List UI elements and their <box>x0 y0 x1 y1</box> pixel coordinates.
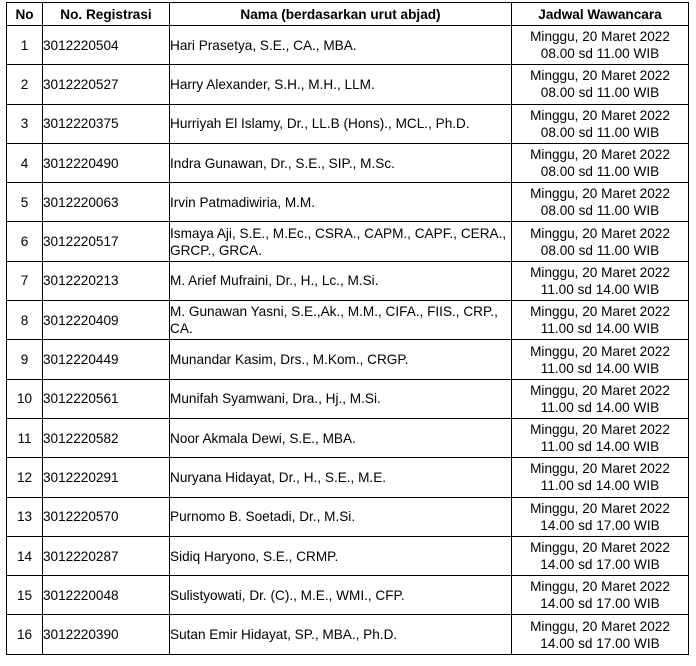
registration-number: 3012220048 <box>43 576 170 615</box>
interview-schedule <box>512 497 689 536</box>
schedule-date: Minggu, 20 Maret 2022 <box>530 500 670 516</box>
row-number: 13 <box>7 497 43 536</box>
row-number: 12 <box>7 458 43 497</box>
table-row <box>7 65 689 104</box>
header-schedule: Jadwal Wawancara <box>512 3 689 26</box>
participant-name: Irvin Patmadiwiria, M.M. <box>170 183 512 222</box>
participant-name: Hari Prasetya, S.E., CA., MBA. <box>170 26 512 65</box>
participant-name: Munifah Syamwani, Dra., Hj., M.Si. <box>170 379 512 418</box>
participant-name: Hurriyah El Islamy, Dr., LL.B (Hons)., MCL., Ph.D. <box>170 104 512 143</box>
registration-number: 3012220063 <box>43 183 170 222</box>
table-row <box>7 418 689 457</box>
table-row <box>7 340 689 379</box>
row-number: 15 <box>7 576 43 615</box>
schedule-date: Minggu, 20 Maret 2022 <box>530 147 670 163</box>
schedule-time: 14.00 sd 17.00 WIB <box>540 596 660 612</box>
interview-schedule <box>512 458 689 497</box>
participant-name: Nuryana Hidayat, Dr., H., S.E., M.E. <box>170 458 512 497</box>
table-row <box>7 104 689 143</box>
schedule-time: 11.00 sd 14.00 WIB <box>540 399 660 415</box>
schedule-time: 08.00 sd 11.00 WIB <box>540 124 660 140</box>
schedule-date: Minggu, 20 Maret 2022 <box>530 225 670 241</box>
table-row <box>7 615 689 654</box>
schedule-time: 11.00 sd 14.00 WIB <box>540 321 660 337</box>
schedule-time: 11.00 sd 14.00 WIB <box>540 360 660 376</box>
table-row <box>7 458 689 497</box>
row-number: 2 <box>7 65 43 104</box>
header-no: No <box>7 3 43 26</box>
registration-number: 3012220449 <box>43 340 170 379</box>
row-number: 9 <box>7 340 43 379</box>
participant-name: Harry Alexander, S.H., M.H., LLM. <box>170 65 512 104</box>
table-row <box>7 222 689 261</box>
table-row <box>7 301 689 340</box>
schedule-date: Minggu, 20 Maret 2022 <box>530 540 670 555</box>
interview-schedule <box>512 65 689 104</box>
schedule-time: 08.00 sd 11.00 WIB <box>540 242 660 258</box>
table-row <box>7 183 689 222</box>
schedule-date: Minggu, 20 Maret 2022 <box>530 343 670 359</box>
interview-schedule <box>512 183 689 222</box>
row-number: 1 <box>7 26 43 65</box>
registration-number: 3012220409 <box>43 301 170 340</box>
registration-number: 3012220490 <box>43 143 170 182</box>
interview-schedule <box>512 301 689 340</box>
participant-name: M. Arief Mufraini, Dr., H., Lc., M.Si. <box>170 261 512 300</box>
participant-name: M. Gunawan Yasni, S.E.,Ak., M.M., CIFA., FIIS., CRP., CA. <box>170 301 512 340</box>
schedule-time: 11.00 sd 14.00 WIB <box>540 478 660 494</box>
row-number: 4 <box>7 143 43 182</box>
row-number: 10 <box>7 379 43 418</box>
schedule-date: Minggu, 20 Maret 2022 <box>530 579 670 595</box>
schedule-time: 08.00 sd 11.00 WIB <box>540 203 660 219</box>
table-row <box>7 26 689 65</box>
schedule-date: Minggu, 20 Maret 2022 <box>530 68 670 84</box>
interview-schedule <box>512 222 689 261</box>
schedule-date: Minggu, 20 Maret 2022 <box>530 618 670 634</box>
table-row <box>7 536 689 575</box>
header-name: Nama (berdasarkan urut abjad) <box>170 3 512 26</box>
header-registration: No. Registrasi <box>43 3 170 26</box>
schedule-date: Minggu, 20 Maret 2022 <box>530 264 670 280</box>
schedule-date: Minggu, 20 Maret 2022 <box>530 107 670 123</box>
interview-schedule <box>512 576 689 615</box>
schedule-time: 14.00 sd 17.00 WIB <box>540 517 660 533</box>
registration-number: 3012220570 <box>43 497 170 536</box>
schedule-date: Minggu, 20 Maret 2022 <box>530 461 670 477</box>
interview-schedule <box>512 536 689 575</box>
registration-number: 3012220527 <box>43 65 170 104</box>
participant-name: Munandar Kasim, Drs., M.Kom., CRGP. <box>170 340 512 379</box>
registration-number: 3012220213 <box>43 261 170 300</box>
row-number: 5 <box>7 183 43 222</box>
schedule-time: 14.00 sd 17.00 WIB <box>540 635 660 651</box>
row-number: 7 <box>7 261 43 300</box>
table-row <box>7 143 689 182</box>
row-number: 3 <box>7 104 43 143</box>
registration-number: 3012220582 <box>43 418 170 457</box>
registration-number: 3012220517 <box>43 222 170 261</box>
table-row <box>7 379 689 418</box>
table-header-row <box>7 3 689 26</box>
interview-schedule <box>512 104 689 143</box>
participant-name: Sulistyowati, Dr. (C)., M.E., WMI., CFP. <box>170 576 512 615</box>
interview-schedule <box>512 340 689 379</box>
interview-schedule <box>512 261 689 300</box>
schedule-time: 11.00 sd 14.00 WIB <box>540 439 660 455</box>
participant-name: Purnomo B. Soetadi, Dr., M.Si. <box>170 497 512 536</box>
registration-number: 3012220375 <box>43 104 170 143</box>
schedule-time: 14.00 sd 17.00 WIB <box>540 557 660 572</box>
participant-name: Indra Gunawan, Dr., S.E., SIP., M.Sc. <box>170 143 512 182</box>
participant-name: Sutan Emir Hidayat, SP., MBA., Ph.D. <box>170 615 512 654</box>
schedule-date: Minggu, 20 Maret 2022 <box>530 304 670 320</box>
participant-name: Sidiq Haryono, S.E., CRMP. <box>170 536 512 575</box>
registration-number: 3012220287 <box>43 536 170 575</box>
row-number: 11 <box>7 418 43 457</box>
schedule-date: Minggu, 20 Maret 2022 <box>530 382 670 398</box>
schedule-date: Minggu, 20 Maret 2022 <box>530 29 670 45</box>
participant-name: Ismaya Aji, S.E., M.Ec., CSRA., CAPM., CAPF., CERA., GRCP., GRCA. <box>170 222 512 261</box>
table-body <box>7 26 689 655</box>
table-row <box>7 576 689 615</box>
interview-schedule-table <box>6 2 689 655</box>
schedule-time: 08.00 sd 11.00 WIB <box>540 85 660 101</box>
registration-number: 3012220504 <box>43 26 170 65</box>
table-row <box>7 261 689 300</box>
row-number: 8 <box>7 301 43 340</box>
registration-number: 3012220390 <box>43 615 170 654</box>
row-number: 16 <box>7 615 43 654</box>
schedule-time: 11.00 sd 14.00 WIB <box>540 281 660 297</box>
schedule-time: 08.00 sd 11.00 WIB <box>540 164 660 180</box>
registration-number: 3012220561 <box>43 379 170 418</box>
participant-name: Noor Akmala Dewi, S.E., MBA. <box>170 418 512 457</box>
row-number: 14 <box>7 536 43 575</box>
table-row <box>7 497 689 536</box>
schedule-date: Minggu, 20 Maret 2022 <box>530 422 670 438</box>
interview-schedule <box>512 26 689 65</box>
schedule-date: Minggu, 20 Maret 2022 <box>530 186 670 202</box>
interview-schedule <box>512 143 689 182</box>
interview-schedule <box>512 379 689 418</box>
interview-schedule <box>512 615 689 654</box>
registration-number: 3012220291 <box>43 458 170 497</box>
row-number: 6 <box>7 222 43 261</box>
interview-schedule <box>512 418 689 457</box>
schedule-time: 08.00 sd 11.00 WIB <box>540 46 660 62</box>
